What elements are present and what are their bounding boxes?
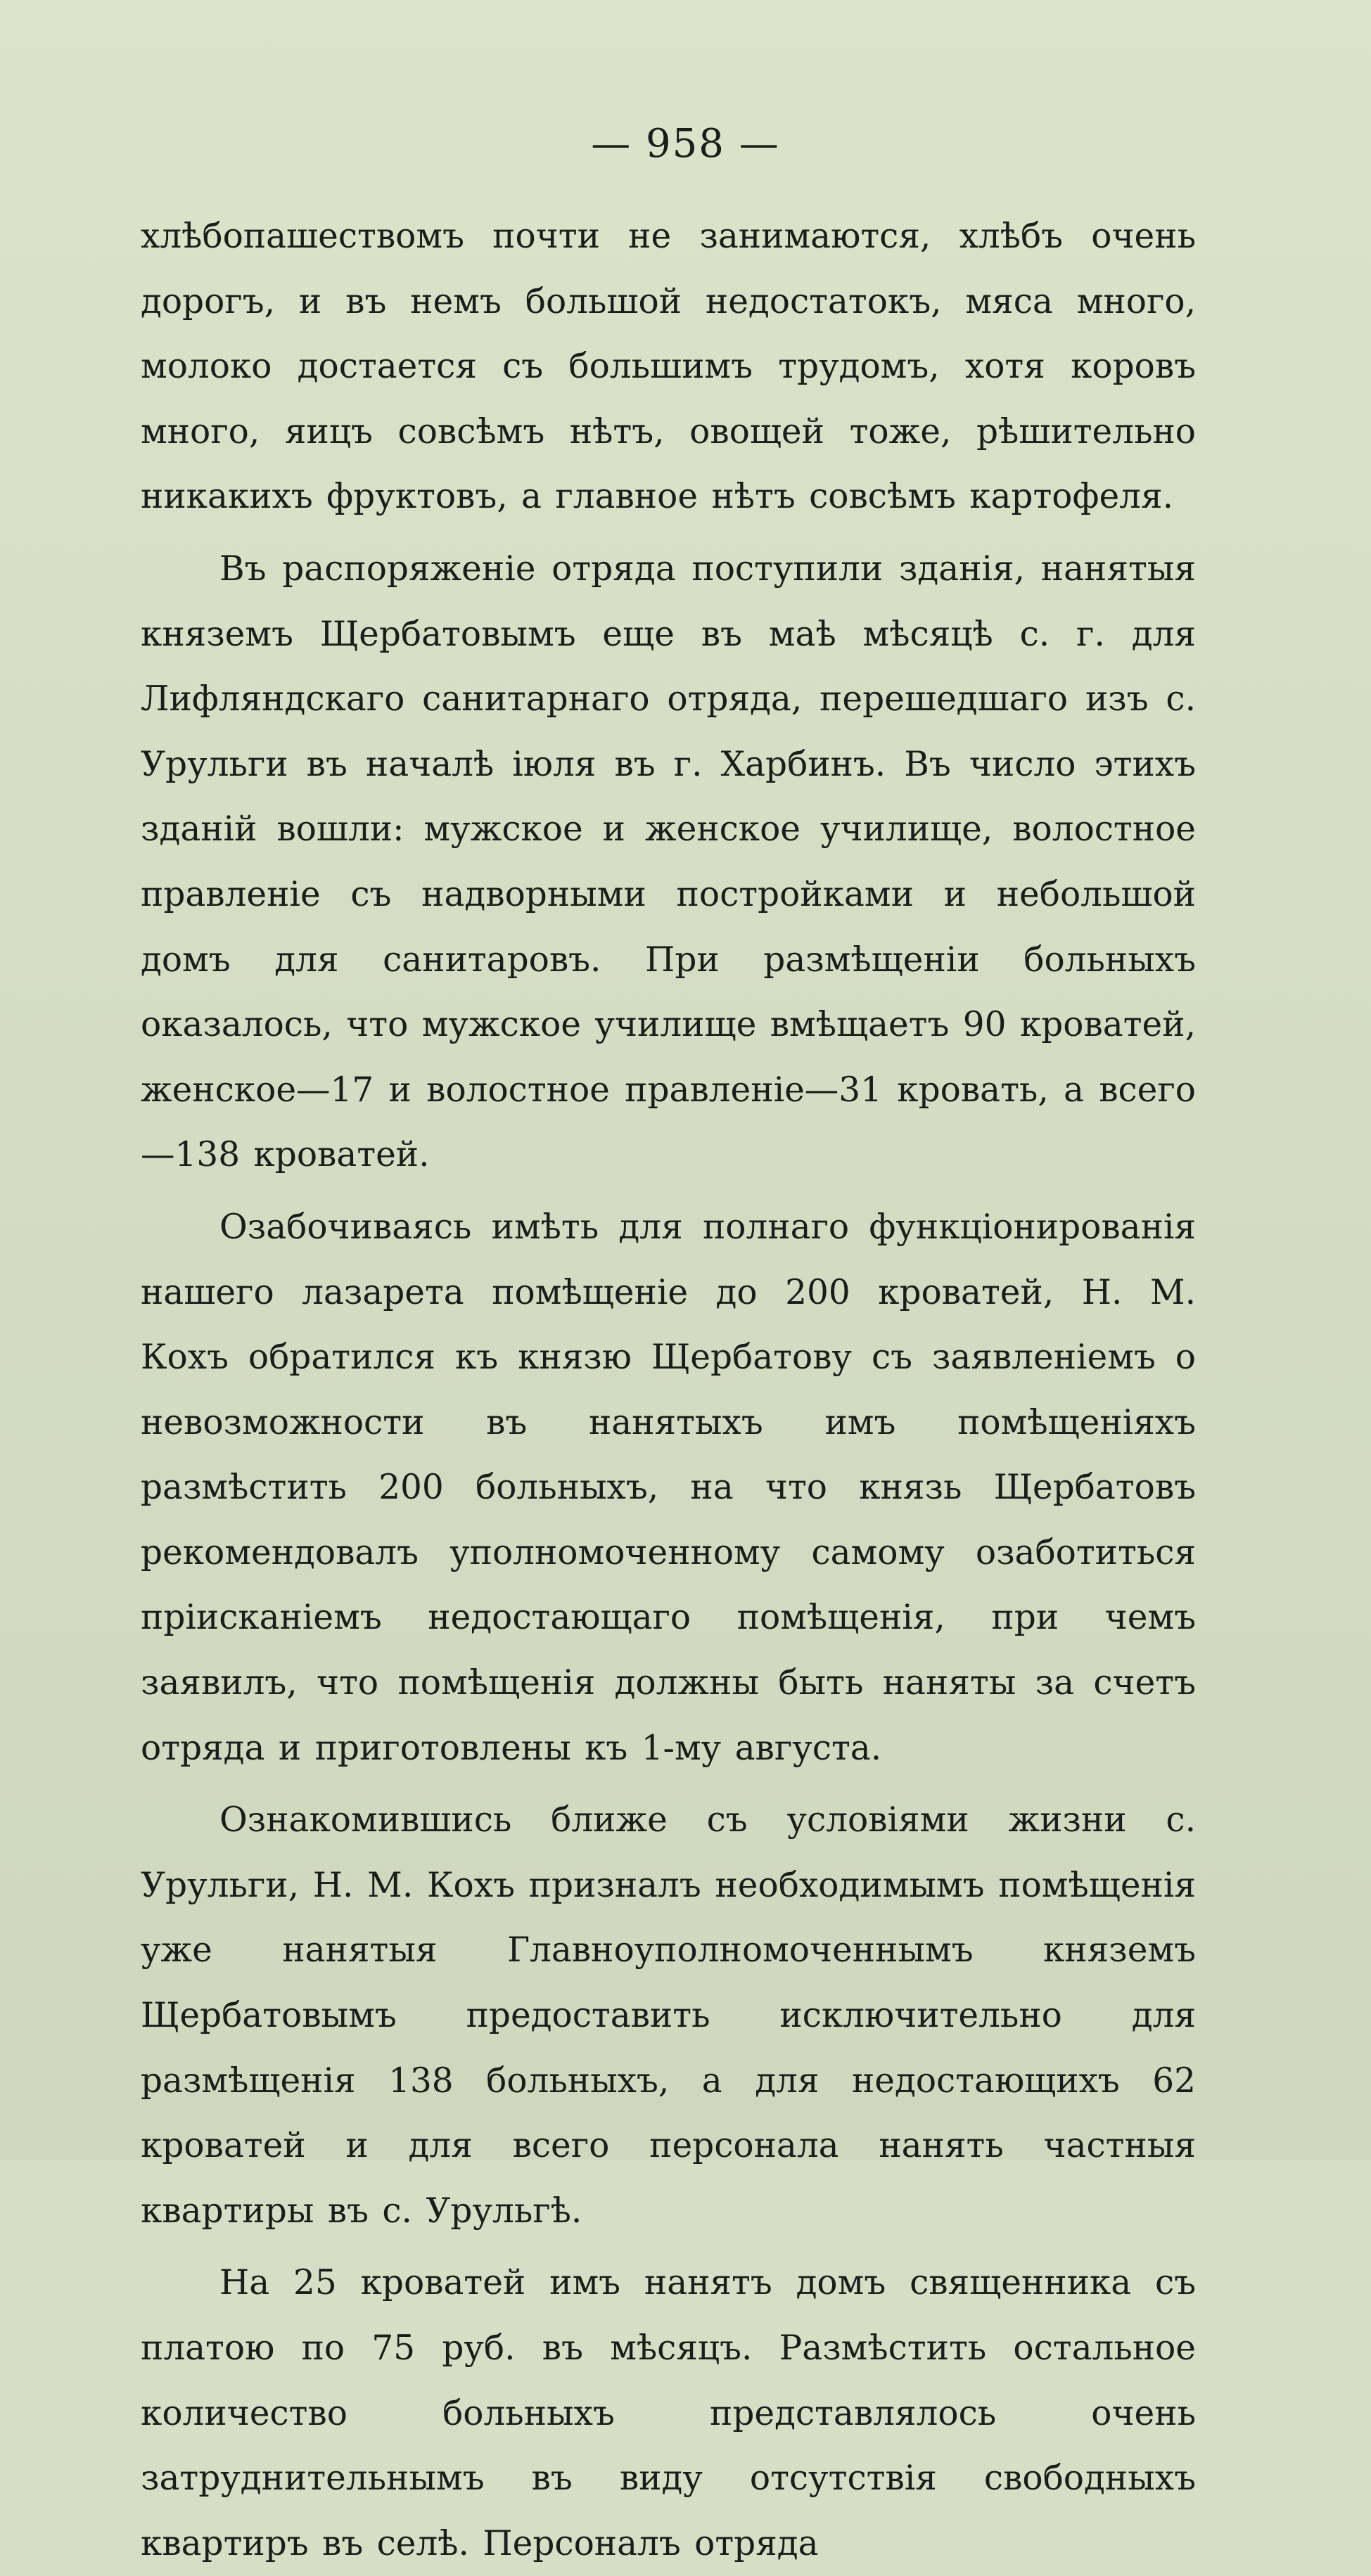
paragraph-5: На 25 кроватей имъ нанятъ домъ священника съ платою по 75 руб. въ мѣсяцъ. Размѣстить остальное количество больныхъ представлялось очень затруднительнымъ въ виду отсутствія свободныхъ квартиръ въ селѣ. Персоналъ отряда: [141, 2263, 1196, 2563]
paragraph-3: Озабочиваясь имѣть для полнаго функціонированія нашего лазарета помѣщеніе до 200 кроватей, Н. М. Кохъ обратился къ князю Щербатову съ заявленіемъ о невозможности въ нанятыхъ имъ помѣщеніяхъ размѣстить 200 больныхъ, на что князь Щербатовъ рекомендовалъ уполномоченному самому озаботиться пріисканіемъ недостающаго помѣщенія, при чемъ заявилъ, что помѣщенія должны быть наняты за счетъ отряда и приготовлены къ 1-му августа.: [141, 1207, 1196, 1768]
paragraph-4: Ознакомившись ближе съ условіями жизни с. Урульги, Н. М. Кохъ призналъ необходимымъ помѣщенія уже нанятыя Главноуполномоченнымъ княземъ Щербатовымъ предоставить исключительно для размѣщенія 138 больныхъ, а для недостающихъ 62 кроватей и для всего персонала нанять частныя квартиры въ с. Урульгѣ.: [141, 1800, 1196, 2231]
page-number: — 958 —: [591, 121, 780, 167]
paragraph-2: Въ распоряженіе отряда поступили зданія, нанятыя княземъ Щербатовымъ еще въ маѣ мѣсяцѣ с. г. для Лифляндскаго санитарнаго отряда, перешедшаго изъ с. Урульги въ началѣ іюля въ г. Харбинъ. Въ число этихъ зданій вошли: мужское и женское училище, волостное правленіе съ надворными постройками и небольшой домъ для санитаровъ. При размѣщеніи больныхъ оказалось, что мужское училище вмѣщаетъ 90 кроватей, женское—17 и волостное правленіе—31 кровать, а всего—138 кроватей.: [141, 549, 1196, 1175]
page-body: [141, 204, 1196, 2576]
paragraph-1: хлѣбопашествомъ почти не занимаются, хлѣбъ очень дорогъ, и въ немъ большой недостатокъ, мяса много, молоко достается съ большимъ трудомъ, хотя коровъ много, яицъ совсѣмъ нѣтъ, овощей тоже, рѣшительно никакихъ фруктовъ, а главное нѣтъ совсѣмъ картофеля.: [141, 217, 1196, 517]
